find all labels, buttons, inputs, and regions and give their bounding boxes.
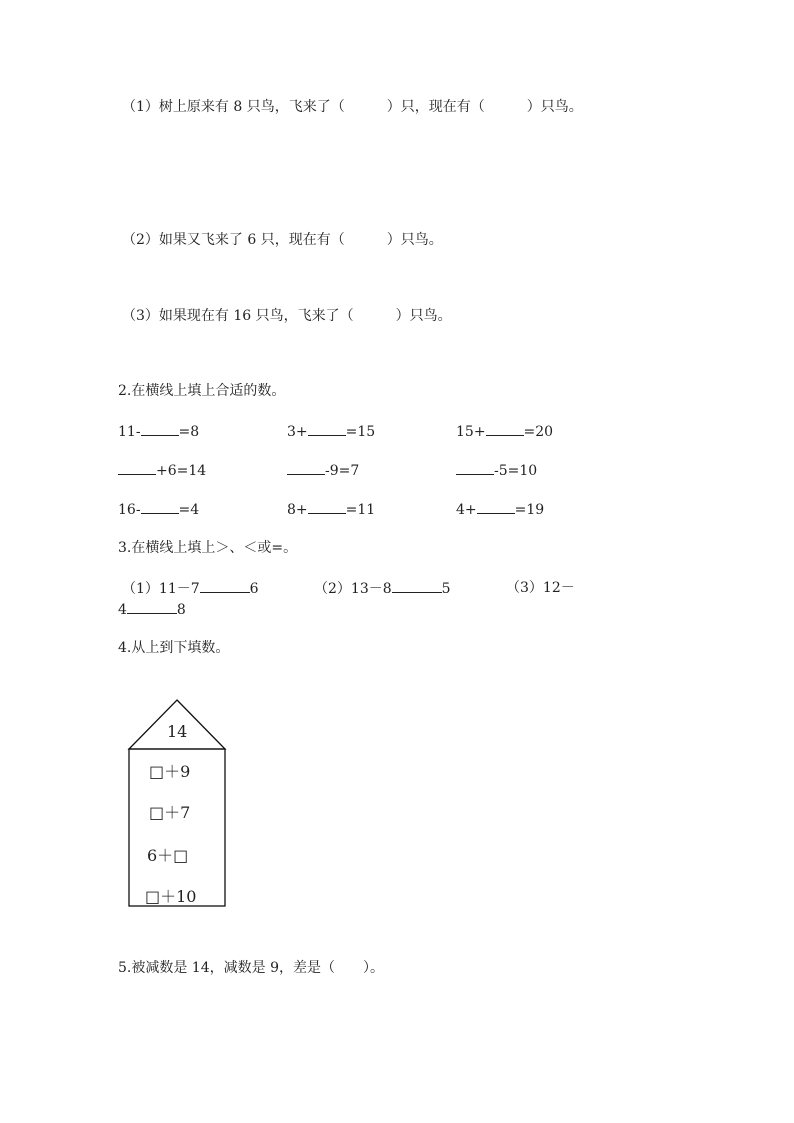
q5-text: 5.被减数是 14，减数是 9，差是（ ）。 bbox=[118, 960, 384, 976]
q3-item3-continued: 4 8 bbox=[118, 602, 186, 618]
q2-equation: 3+ =15 bbox=[287, 424, 376, 440]
q2-equation: 11- =8 bbox=[118, 424, 200, 440]
q2-equation: 16- =4 bbox=[118, 502, 200, 518]
house-cell[interactable]: □＋10 bbox=[145, 887, 197, 906]
q2-equation: -5=10 bbox=[456, 461, 537, 480]
q2-equation: -9=7 bbox=[287, 461, 359, 480]
answer-blank[interactable] bbox=[118, 461, 156, 475]
q3-heading: 3.在横线上填上＞、＜或=。 bbox=[118, 540, 298, 556]
answer-blank[interactable] bbox=[456, 461, 494, 475]
house-cell[interactable]: □＋7 bbox=[149, 803, 191, 822]
house-cell[interactable]: 6＋□ bbox=[147, 846, 189, 865]
number-house-diagram bbox=[127, 698, 227, 908]
house-cell[interactable]: □＋9 bbox=[149, 762, 191, 781]
answer-blank[interactable] bbox=[486, 422, 524, 436]
q2-equation: 8+ =11 bbox=[287, 502, 376, 518]
answer-blank[interactable] bbox=[308, 500, 346, 514]
answer-blank[interactable] bbox=[127, 600, 177, 614]
q1-part2: （2）如果又飞来了 6 只，现在有（ ）只鸟。 bbox=[122, 232, 443, 248]
q3-item3: （3）12－ bbox=[506, 580, 575, 596]
answer-blank[interactable] bbox=[477, 500, 515, 514]
answer-blank[interactable] bbox=[287, 461, 325, 475]
q3-item1: （1）11－7 6 bbox=[122, 581, 259, 597]
q3-item2: （2）13－8 5 bbox=[314, 581, 451, 597]
answer-blank[interactable] bbox=[308, 422, 346, 436]
answer-blank[interactable] bbox=[141, 422, 179, 436]
q2-equation: 15+ =20 bbox=[456, 424, 554, 440]
answer-blank[interactable] bbox=[200, 579, 250, 593]
q2-equation: +6=14 bbox=[118, 461, 206, 480]
answer-blank[interactable] bbox=[141, 500, 179, 514]
answer-blank[interactable] bbox=[392, 579, 442, 593]
house-roof-number: 14 bbox=[167, 722, 188, 741]
q1-part1: （1）树上原来有 8 只鸟，飞来了（ ）只，现在有（ ）只鸟。 bbox=[122, 99, 583, 115]
q4-heading: 4.从上到下填数。 bbox=[118, 640, 230, 656]
q2-heading: 2.在横线上填上合适的数。 bbox=[118, 383, 286, 399]
q1-part3: （3）如果现在有 16 只鸟，飞来了（ ）只鸟。 bbox=[122, 308, 452, 324]
q2-equation: 4+ =19 bbox=[456, 502, 545, 518]
